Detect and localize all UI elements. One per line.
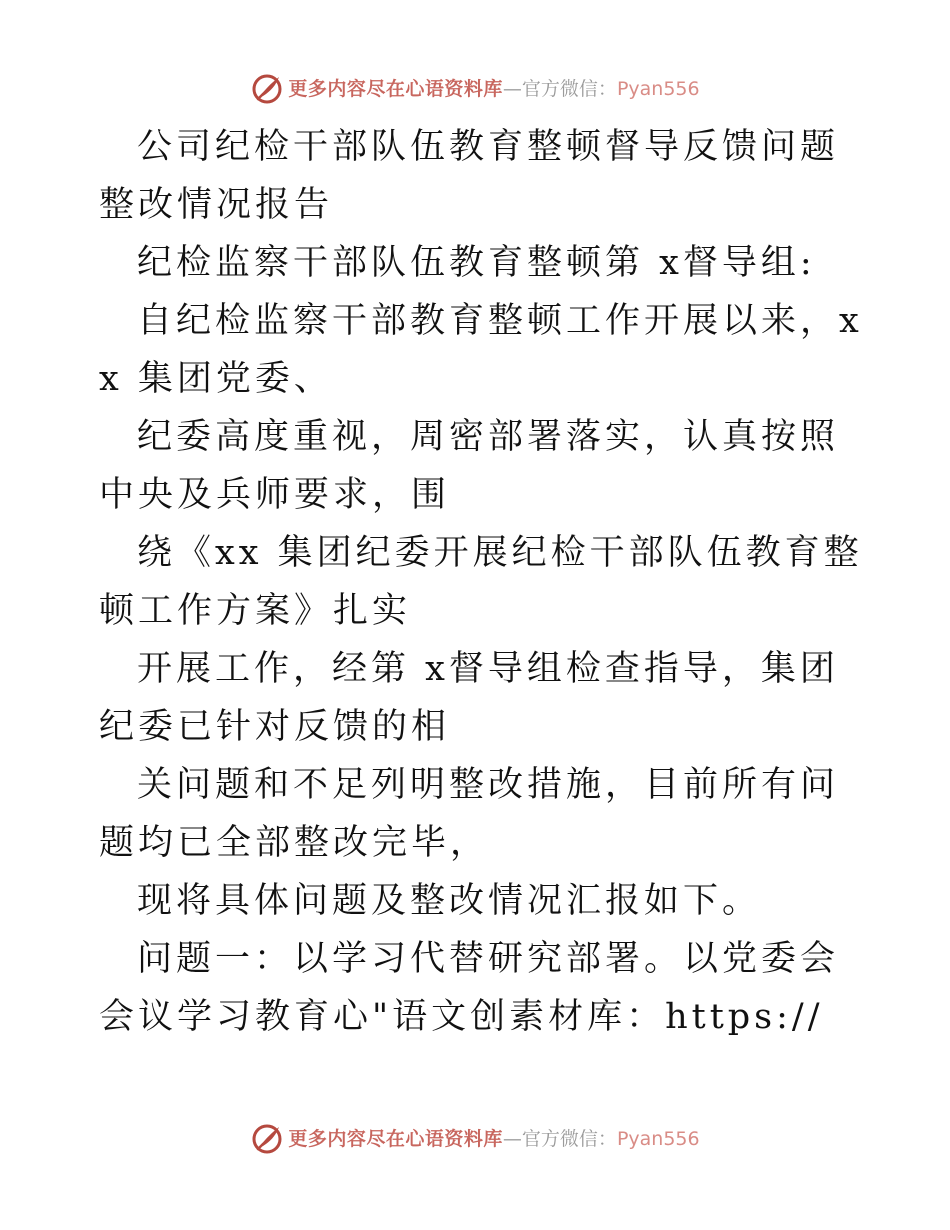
watermark-label: 官方微信	[521, 78, 598, 100]
paragraph: 现将具体问题及整改情况汇报如下。	[137, 881, 762, 921]
quill-seal-logo-icon	[250, 1122, 284, 1156]
watermark-main: 更多内容尽在心语资料库	[288, 78, 503, 100]
watermark-dash: —	[502, 78, 522, 100]
paragraph: 绕《xx 集团纪委开展纪检干部队伍教育整顿工作方案》扎实	[99, 533, 863, 631]
watermark-separator: ：	[597, 78, 617, 100]
watermark-wechat-id: Pyan556	[616, 1128, 700, 1150]
watermark-main: 更多内容尽在心语资料库	[288, 1128, 503, 1150]
watermark-wechat-id: Pyan556	[616, 78, 700, 100]
watermark-text	[288, 72, 699, 106]
quill-seal-logo-icon	[250, 72, 284, 106]
paragraph: 开展工作，经第 x督导组检查指导，集团纪委已针对反馈的相	[99, 649, 839, 747]
watermark-dash: —	[502, 1128, 522, 1150]
paragraph: 纪委高度重视，周密部署落实，认真按照中央及兵师要求，围	[99, 417, 840, 515]
paragraph: 问题一：以学习代替研究部署。以党委会会议学习教育心"语文创素材库：https://	[99, 939, 840, 1037]
document-title: 公司纪检干部队伍教育整顿督导反馈问题整改情况报告	[99, 127, 840, 225]
watermark-label: 官方微信	[521, 1128, 598, 1150]
watermark-separator: ：	[597, 1128, 617, 1150]
salutation: 纪检监察干部队伍教育整顿第 x督导组:	[137, 243, 816, 283]
watermark-text	[288, 1122, 699, 1156]
document-body	[99, 118, 869, 1046]
header-watermark	[0, 72, 950, 106]
paragraph: 自纪检监察干部教育整顿工作开展以来，xx 集团党委、	[99, 301, 863, 399]
paragraph: 关问题和不足列明整改措施，目前所有问题均已全部整改完毕，	[99, 765, 840, 863]
footer-watermark	[0, 1122, 950, 1156]
